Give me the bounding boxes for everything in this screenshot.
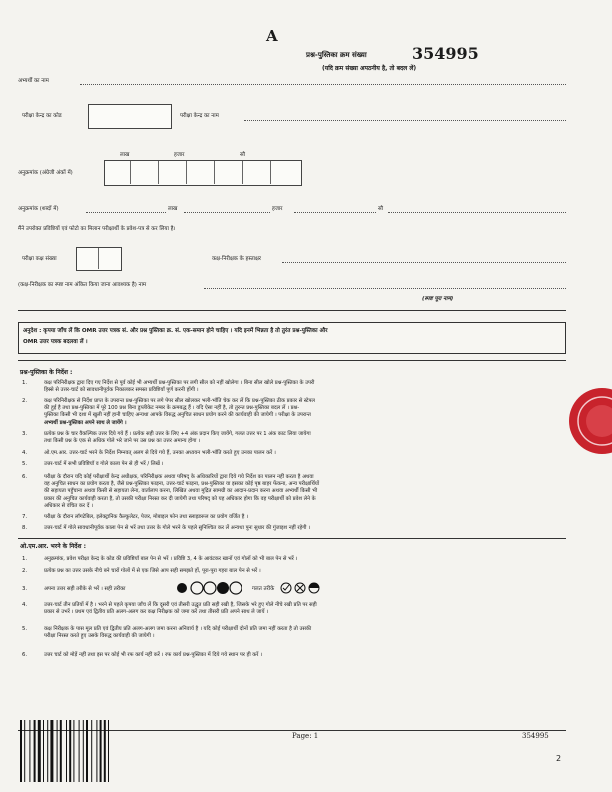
instruction-line-1: अनुदेश : कृपया जाँच लें कि OMR उत्तर पत्रक सं. और प्रश्न पुस्तिका क्र. सं. एक-समान होने चाहिए । यदि इनमें भिन्नता है तो तुरंत प्रश्न-पुस्तिका और: [23, 328, 328, 334]
centre-name-label: परीक्षा केन्द्र का नाम: [180, 113, 219, 119]
roll-words-sau: सौ: [378, 206, 384, 212]
section-divider: [18, 538, 566, 539]
room-number-box[interactable]: [76, 247, 122, 271]
barcode-bar: [20, 720, 22, 782]
roll-box-divider: [186, 161, 187, 184]
room-box-divider: [98, 248, 99, 269]
barcode-bar: [79, 720, 80, 782]
barcode-icon: [20, 720, 132, 782]
invigilator-name-field[interactable]: [204, 288, 566, 289]
roll-digits-label: अनुक्रमांक (अंग्रेजी अंकों में): [18, 170, 73, 176]
page-label: Page: 1: [292, 732, 319, 740]
barcode-bar: [24, 720, 25, 782]
invigilator-name-label: (कक्ष-निरीक्षक का स्पष्ट नाम अंकित किया जाना आवश्यक है) नाम: [18, 282, 147, 288]
roll-box-divider: [242, 161, 243, 184]
barcode-bar: [104, 720, 106, 782]
barcode-bar: [29, 720, 30, 782]
roll-words-lakh: लाख: [168, 206, 178, 212]
barcode-bar: [96, 720, 97, 782]
centre-code-label: परीक्षा केन्द्र का कोड: [22, 113, 62, 119]
centre-name-field[interactable]: [244, 120, 566, 121]
wrong-bubbles-icon: [280, 582, 322, 594]
page-number: 2: [556, 754, 562, 763]
roll-box-divider: [130, 161, 131, 184]
correct-bubble-icon: [176, 582, 188, 594]
invigilator-signature-field[interactable]: [282, 262, 566, 263]
roll-box-divider: [158, 161, 159, 184]
candidate-name-field[interactable]: [80, 84, 566, 85]
barcode-bar: [47, 720, 48, 782]
barcode-bar: [100, 720, 102, 782]
section-divider: [18, 360, 566, 361]
place-header-hazar: हजार: [174, 152, 185, 158]
roll-words-field-1[interactable]: [86, 212, 166, 213]
red-seal-icon: [566, 386, 612, 456]
verification-text: मैंने उपरोक्त प्रविष्टियों एवं फोटो का मिलान परीक्षार्थी के प्रवेश-पत्र से कर लिया है।: [18, 226, 176, 232]
omr-instructions-heading: ओ.एम.आर. भरने के निर्देश :: [20, 543, 86, 550]
barcode-bar: [108, 720, 109, 782]
barcode-bar: [73, 720, 74, 782]
roll-words-label: अनुक्रमांक (शब्दों में): [18, 206, 59, 212]
serial-note: (यदि क्रम संख्या अपठनीय है, तो बदल लें): [322, 65, 417, 72]
instruction-line-2: OMR उत्तर पत्रक बदलवा लें ।: [23, 339, 88, 345]
barcode-bar: [69, 720, 71, 782]
invigilator-signature-label: कक्ष-निरीक्षक के हस्ताक्षर: [212, 256, 262, 262]
barcode-bar: [86, 720, 88, 782]
barcode-bar: [38, 720, 41, 782]
barcode-bar: [50, 720, 53, 782]
sample-bubbles-icon: [190, 580, 242, 596]
roll-digits-box[interactable]: [104, 160, 302, 186]
booklet-serial-label: प्रश्न-पुस्तिका क्रम संख्या: [306, 51, 367, 59]
barcode-bar: [66, 720, 67, 782]
roll-words-field-4[interactable]: [388, 212, 566, 213]
place-header-sau: सौ: [240, 152, 246, 158]
roll-words-hazar: हजार: [272, 206, 283, 212]
centre-code-box[interactable]: [88, 104, 172, 129]
barcode-bar: [91, 720, 92, 782]
barcode-bar: [60, 720, 62, 782]
room-number-label: परीक्षा कक्ष संख्या: [22, 256, 57, 262]
booklet-instructions-heading: प्रश्न-पुस्तिका के निर्देश :: [20, 369, 73, 376]
wrong-way-label: गलत तरीके: [252, 586, 275, 592]
roll-box-divider: [270, 161, 271, 184]
set-label: A: [266, 27, 278, 45]
roll-words-field-3[interactable]: [294, 212, 376, 213]
place-header-lakh: लाख: [120, 152, 130, 158]
candidate-name-label: अभ्यर्थी का नाम: [18, 78, 49, 84]
clear-name-note: (स्पष्ट पूरा नाम): [422, 296, 454, 302]
barcode-bar: [83, 720, 84, 782]
instruction-box: [18, 322, 566, 354]
barcode-bar: [34, 720, 36, 782]
barcode-bar: [57, 720, 58, 782]
roll-box-divider: [214, 161, 215, 184]
footer-serial: 354995: [522, 732, 549, 740]
roll-words-field-2[interactable]: [184, 212, 270, 213]
barcode-bar: [43, 720, 44, 782]
booklet-serial-number: 354995: [412, 44, 479, 63]
form-divider: [18, 310, 566, 311]
